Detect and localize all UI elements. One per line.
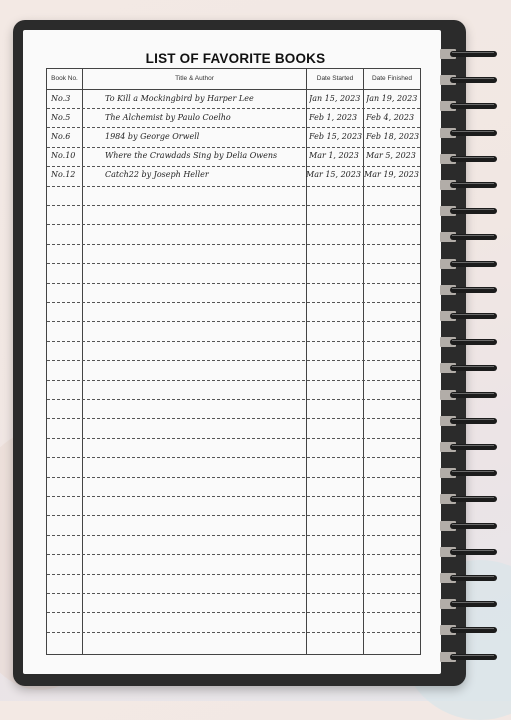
spiral-ring bbox=[440, 547, 498, 557]
row-divider bbox=[47, 418, 420, 419]
spiral-ring bbox=[440, 521, 498, 531]
column-divider bbox=[82, 69, 83, 654]
date-finished: Feb 4, 2023 bbox=[366, 113, 415, 122]
spiral-ring bbox=[440, 101, 498, 111]
spiral-ring bbox=[440, 416, 498, 426]
row-divider bbox=[47, 205, 420, 206]
row-divider bbox=[47, 360, 420, 361]
book-title-author: Where the Crawdads Sing by Delia Owens bbox=[105, 151, 278, 160]
date-finished: Feb 18, 2023 bbox=[366, 132, 420, 141]
book-title-author: 1984 by George Orwell bbox=[105, 132, 200, 141]
column-header-title-author: Title & Author bbox=[175, 75, 214, 82]
spiral-ring bbox=[440, 180, 498, 190]
row-divider bbox=[47, 186, 420, 187]
spiral-ring bbox=[440, 573, 498, 583]
date-started: Feb 1, 2023 bbox=[309, 113, 358, 122]
row-divider bbox=[47, 166, 420, 167]
date-started: Mar 15, 2023 bbox=[306, 170, 361, 179]
row-divider bbox=[47, 496, 420, 497]
spiral-ring bbox=[440, 337, 498, 347]
row-divider bbox=[47, 244, 420, 245]
book-number: No.3 bbox=[51, 94, 71, 103]
date-finished: Mar 19, 2023 bbox=[364, 170, 419, 179]
spiral-ring bbox=[440, 652, 498, 662]
date-started: Feb 15, 2023 bbox=[309, 132, 363, 141]
book-number: No.12 bbox=[51, 170, 76, 179]
row-divider bbox=[47, 380, 420, 381]
books-table bbox=[46, 68, 421, 655]
column-header-date-finished: Date Finished bbox=[371, 75, 413, 82]
spiral-ring bbox=[440, 128, 498, 138]
spiral-ring bbox=[440, 206, 498, 216]
row-divider bbox=[47, 477, 420, 478]
spiral-ring bbox=[440, 232, 498, 242]
column-header-book-no: Book No. bbox=[51, 75, 78, 82]
row-divider bbox=[47, 515, 420, 516]
date-started: Jan 15, 2023 bbox=[309, 94, 361, 103]
row-divider bbox=[47, 574, 420, 575]
spiral-ring bbox=[440, 49, 498, 59]
spiral-ring bbox=[440, 599, 498, 609]
spiral-ring bbox=[440, 259, 498, 269]
book-number: No.10 bbox=[51, 151, 76, 160]
row-divider bbox=[47, 302, 420, 303]
row-divider bbox=[47, 127, 420, 128]
date-started: Mar 1, 2023 bbox=[309, 151, 359, 160]
page-title: LIST OF FAVORITE BOOKS bbox=[145, 51, 326, 66]
spiral-ring bbox=[440, 154, 498, 164]
row-divider bbox=[47, 535, 420, 536]
column-header-date-started: Date Started bbox=[316, 75, 354, 82]
column-divider bbox=[363, 69, 364, 654]
book-number: No.6 bbox=[51, 132, 71, 141]
spiral-ring bbox=[440, 390, 498, 400]
spiral-ring bbox=[440, 625, 498, 635]
column-divider bbox=[306, 69, 307, 654]
row-divider bbox=[47, 399, 420, 400]
date-finished: Jan 19, 2023 bbox=[366, 94, 418, 103]
notebook-page bbox=[23, 30, 441, 674]
spiral-ring bbox=[440, 468, 498, 478]
spiral-ring bbox=[440, 285, 498, 295]
book-title-author: The Alchemist by Paulo Coelho bbox=[105, 113, 231, 122]
row-divider bbox=[47, 341, 420, 342]
spiral-ring bbox=[440, 442, 498, 452]
table-header bbox=[47, 69, 420, 90]
row-divider bbox=[47, 632, 420, 633]
row-divider bbox=[47, 108, 420, 109]
row-divider bbox=[47, 224, 420, 225]
row-divider bbox=[47, 612, 420, 613]
book-title-author: To Kill a Mockingbird by Harper Lee bbox=[105, 94, 254, 103]
row-divider bbox=[47, 283, 420, 284]
row-divider bbox=[47, 593, 420, 594]
spiral-ring bbox=[440, 363, 498, 373]
row-divider bbox=[47, 438, 420, 439]
row-divider bbox=[47, 457, 420, 458]
book-number: No.5 bbox=[51, 113, 71, 122]
spiral-ring bbox=[440, 494, 498, 504]
row-divider bbox=[47, 263, 420, 264]
spiral-ring bbox=[440, 75, 498, 85]
row-divider bbox=[47, 554, 420, 555]
date-finished: Mar 5, 2023 bbox=[366, 151, 416, 160]
book-title-author: Catch22 by Joseph Heller bbox=[105, 170, 209, 179]
row-divider bbox=[47, 147, 420, 148]
row-divider bbox=[47, 321, 420, 322]
spiral-ring bbox=[440, 311, 498, 321]
